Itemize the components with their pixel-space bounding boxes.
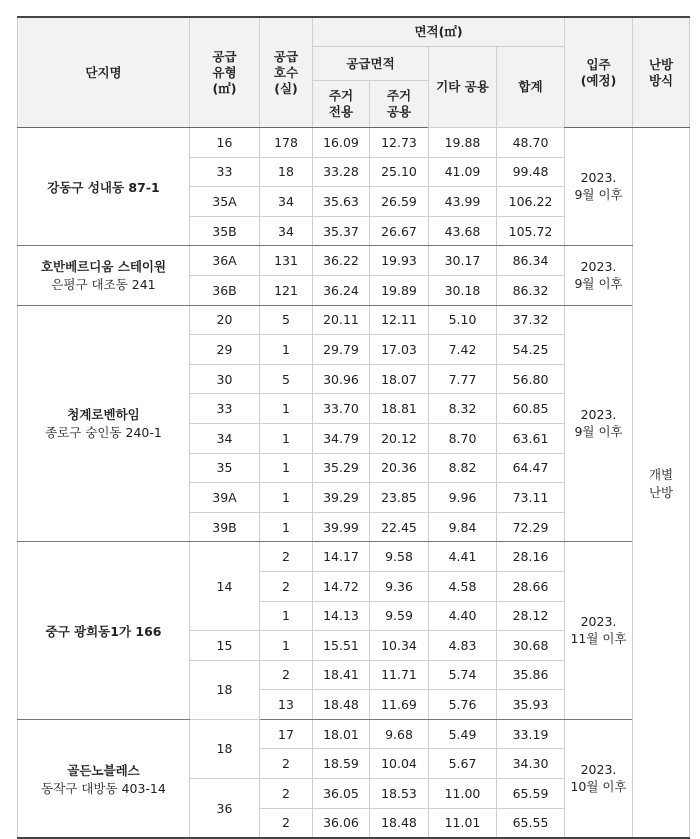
- total-area-cell: 64.47: [497, 453, 565, 483]
- supply-units-cell: 5: [260, 305, 313, 335]
- supply-type-cell: 36A: [190, 246, 260, 276]
- housing-supply-table-container: [17, 16, 689, 839]
- other-shared-cell: 4.40: [429, 601, 497, 631]
- supply-type-cell: 36: [190, 779, 260, 839]
- residential-exclusive-cell: 36.06: [313, 808, 370, 838]
- residential-exclusive-cell: 35.63: [313, 187, 370, 217]
- table-row: [18, 305, 690, 335]
- supply-units-cell: 2: [260, 542, 313, 572]
- supply-units-cell: 2: [260, 749, 313, 779]
- move-in-cell: 2023. 9월 이후: [565, 305, 633, 542]
- residential-exclusive-cell: 35.37: [313, 216, 370, 246]
- move-in-cell: 2023. 9월 이후: [565, 128, 633, 246]
- other-shared-cell: 5.67: [429, 749, 497, 779]
- supply-units-cell: 1: [260, 335, 313, 365]
- other-shared-cell: 9.96: [429, 483, 497, 513]
- residential-shared-cell: 20.12: [370, 423, 429, 453]
- total-area-cell: 105.72: [497, 216, 565, 246]
- supply-type-cell: 29: [190, 335, 260, 365]
- header-supply-type: 공급 유형 (㎡): [190, 17, 260, 128]
- header-other-shared: 기타 공용: [429, 47, 497, 128]
- residential-exclusive-cell: 36.05: [313, 779, 370, 809]
- residential-exclusive-cell: 20.11: [313, 305, 370, 335]
- table-row: [18, 246, 690, 276]
- total-area-cell: 35.93: [497, 690, 565, 720]
- supply-type-cell: 14: [190, 542, 260, 631]
- total-area-cell: 60.85: [497, 394, 565, 424]
- residential-shared-cell: 12.11: [370, 305, 429, 335]
- residential-shared-cell: 10.34: [370, 631, 429, 661]
- total-area-cell: 73.11: [497, 483, 565, 513]
- supply-units-cell: 178: [260, 128, 313, 158]
- header-area: 면적(㎡): [313, 17, 565, 47]
- supply-type-cell: 18: [190, 660, 260, 719]
- header-supply-area: 공급면적: [313, 47, 429, 81]
- move-in-cell: 2023. 10월 이후: [565, 719, 633, 838]
- supply-units-cell: 13: [260, 690, 313, 720]
- other-shared-cell: 19.88: [429, 128, 497, 158]
- residential-shared-cell: 25.10: [370, 157, 429, 187]
- supply-units-cell: 2: [260, 571, 313, 601]
- supply-units-cell: 1: [260, 394, 313, 424]
- residential-shared-cell: 26.67: [370, 216, 429, 246]
- supply-type-cell: 39A: [190, 483, 260, 513]
- supply-type-cell: 39B: [190, 512, 260, 542]
- supply-units-cell: 34: [260, 187, 313, 217]
- complex-name: 중구 광희동1가 166: [45, 623, 162, 639]
- other-shared-cell: 11.00: [429, 779, 497, 809]
- table-header: [18, 17, 690, 128]
- header-supply-units: 공급 호수 (실): [260, 17, 313, 128]
- supply-type-cell: 35B: [190, 216, 260, 246]
- supply-type-cell: 36B: [190, 275, 260, 305]
- other-shared-cell: 4.41: [429, 542, 497, 572]
- supply-units-cell: 18: [260, 157, 313, 187]
- supply-units-cell: 1: [260, 631, 313, 661]
- residential-exclusive-cell: 16.09: [313, 128, 370, 158]
- complex-cell: [18, 542, 190, 720]
- header-move-in: 입주 (예정): [565, 17, 633, 128]
- total-area-cell: 30.68: [497, 631, 565, 661]
- header-complex-name: 단지명: [18, 17, 190, 128]
- other-shared-cell: 11.01: [429, 808, 497, 838]
- supply-units-cell: 2: [260, 808, 313, 838]
- complex-address: 은평구 대조동 241: [51, 277, 156, 293]
- residential-shared-cell: 18.48: [370, 808, 429, 838]
- residential-shared-cell: 19.89: [370, 275, 429, 305]
- table-body: [18, 128, 690, 839]
- total-area-cell: 86.32: [497, 275, 565, 305]
- complex-address: 종로구 숭인동 240-1: [45, 425, 162, 441]
- complex-cell: [18, 246, 190, 305]
- supply-type-cell: 18: [190, 719, 260, 778]
- other-shared-cell: 41.09: [429, 157, 497, 187]
- residential-exclusive-cell: 18.59: [313, 749, 370, 779]
- total-area-cell: 28.66: [497, 571, 565, 601]
- total-area-cell: 63.61: [497, 423, 565, 453]
- complex-name: 강동구 성내동 87-1: [47, 179, 160, 195]
- residential-exclusive-cell: 18.41: [313, 660, 370, 690]
- other-shared-cell: 9.84: [429, 512, 497, 542]
- other-shared-cell: 43.99: [429, 187, 497, 217]
- residential-exclusive-cell: 36.24: [313, 275, 370, 305]
- other-shared-cell: 8.70: [429, 423, 497, 453]
- complex-name: 청계로벤하임: [67, 407, 140, 423]
- supply-type-cell: 34: [190, 423, 260, 453]
- supply-type-cell: 15: [190, 631, 260, 661]
- table-row: [18, 128, 690, 158]
- other-shared-cell: 5.76: [429, 690, 497, 720]
- complex-cell: [18, 305, 190, 542]
- residential-exclusive-cell: 14.17: [313, 542, 370, 572]
- supply-units-cell: 5: [260, 364, 313, 394]
- residential-shared-cell: 10.04: [370, 749, 429, 779]
- residential-shared-cell: 18.81: [370, 394, 429, 424]
- residential-exclusive-cell: 39.29: [313, 483, 370, 513]
- supply-type-cell: 16: [190, 128, 260, 158]
- other-shared-cell: 4.83: [429, 631, 497, 661]
- residential-exclusive-cell: 15.51: [313, 631, 370, 661]
- other-shared-cell: 30.18: [429, 275, 497, 305]
- supply-type-cell: 33: [190, 157, 260, 187]
- residential-shared-cell: 9.36: [370, 571, 429, 601]
- residential-exclusive-cell: 33.70: [313, 394, 370, 424]
- heating-method-cell: 개별 난방: [633, 128, 690, 839]
- residential-shared-cell: 23.85: [370, 483, 429, 513]
- supply-units-cell: 121: [260, 275, 313, 305]
- residential-exclusive-cell: 14.13: [313, 601, 370, 631]
- residential-shared-cell: 9.68: [370, 719, 429, 749]
- total-area-cell: 56.80: [497, 364, 565, 394]
- supply-units-cell: 2: [260, 779, 313, 809]
- header-total: 합계: [497, 47, 565, 128]
- residential-shared-cell: 11.69: [370, 690, 429, 720]
- move-in-cell: 2023. 11월 이후: [565, 542, 633, 720]
- supply-units-cell: 1: [260, 453, 313, 483]
- total-area-cell: 54.25: [497, 335, 565, 365]
- header-residential-shared: 주거 공용: [370, 81, 429, 128]
- residential-shared-cell: 20.36: [370, 453, 429, 483]
- residential-shared-cell: 18.53: [370, 779, 429, 809]
- other-shared-cell: 4.58: [429, 571, 497, 601]
- total-area-cell: 65.59: [497, 779, 565, 809]
- supply-units-cell: 17: [260, 719, 313, 749]
- residential-exclusive-cell: 14.72: [313, 571, 370, 601]
- other-shared-cell: 7.42: [429, 335, 497, 365]
- supply-units-cell: 1: [260, 512, 313, 542]
- other-shared-cell: 8.82: [429, 453, 497, 483]
- total-area-cell: 34.30: [497, 749, 565, 779]
- complex-name: 골든노블레스: [67, 762, 140, 778]
- supply-units-cell: 1: [260, 601, 313, 631]
- total-area-cell: 28.16: [497, 542, 565, 572]
- complex-cell: [18, 128, 190, 246]
- supply-type-cell: 35: [190, 453, 260, 483]
- other-shared-cell: 43.68: [429, 216, 497, 246]
- complex-name: 호반베르디움 스테이원: [40, 259, 167, 275]
- residential-shared-cell: 18.07: [370, 364, 429, 394]
- residential-exclusive-cell: 18.48: [313, 690, 370, 720]
- total-area-cell: 28.12: [497, 601, 565, 631]
- residential-exclusive-cell: 34.79: [313, 423, 370, 453]
- other-shared-cell: 8.32: [429, 394, 497, 424]
- residential-shared-cell: 9.59: [370, 601, 429, 631]
- supply-type-cell: 35A: [190, 187, 260, 217]
- header-heating: 난방 방식: [633, 17, 690, 128]
- residential-exclusive-cell: 39.99: [313, 512, 370, 542]
- residential-shared-cell: 12.73: [370, 128, 429, 158]
- total-area-cell: 37.32: [497, 305, 565, 335]
- residential-shared-cell: 26.59: [370, 187, 429, 217]
- supply-type-cell: 33: [190, 394, 260, 424]
- total-area-cell: 99.48: [497, 157, 565, 187]
- residential-exclusive-cell: 35.29: [313, 453, 370, 483]
- other-shared-cell: 5.74: [429, 660, 497, 690]
- table-row: [18, 719, 690, 749]
- other-shared-cell: 30.17: [429, 246, 497, 276]
- total-area-cell: 33.19: [497, 719, 565, 749]
- other-shared-cell: 5.49: [429, 719, 497, 749]
- total-area-cell: 35.86: [497, 660, 565, 690]
- residential-exclusive-cell: 36.22: [313, 246, 370, 276]
- supply-units-cell: 2: [260, 660, 313, 690]
- table-row: [18, 542, 690, 572]
- residential-shared-cell: 22.45: [370, 512, 429, 542]
- supply-units-cell: 131: [260, 246, 313, 276]
- total-area-cell: 86.34: [497, 246, 565, 276]
- residential-shared-cell: 17.03: [370, 335, 429, 365]
- supply-type-cell: 20: [190, 305, 260, 335]
- residential-shared-cell: 9.58: [370, 542, 429, 572]
- total-area-cell: 106.22: [497, 187, 565, 217]
- supply-units-cell: 1: [260, 483, 313, 513]
- residential-exclusive-cell: 33.28: [313, 157, 370, 187]
- supply-type-cell: 30: [190, 364, 260, 394]
- total-area-cell: 65.55: [497, 808, 565, 838]
- residential-shared-cell: 19.93: [370, 246, 429, 276]
- residential-shared-cell: 11.71: [370, 660, 429, 690]
- total-area-cell: 72.29: [497, 512, 565, 542]
- other-shared-cell: 5.10: [429, 305, 497, 335]
- total-area-cell: 48.70: [497, 128, 565, 158]
- residential-exclusive-cell: 30.96: [313, 364, 370, 394]
- supply-units-cell: 1: [260, 423, 313, 453]
- complex-address: 동작구 대방동 403-14: [41, 780, 166, 796]
- residential-exclusive-cell: 18.01: [313, 719, 370, 749]
- move-in-cell: 2023. 9월 이후: [565, 246, 633, 305]
- complex-cell: [18, 719, 190, 838]
- residential-exclusive-cell: 29.79: [313, 335, 370, 365]
- other-shared-cell: 7.77: [429, 364, 497, 394]
- housing-supply-table: [17, 16, 690, 839]
- supply-units-cell: 34: [260, 216, 313, 246]
- header-residential-exclusive: 주거 전용: [313, 81, 370, 128]
